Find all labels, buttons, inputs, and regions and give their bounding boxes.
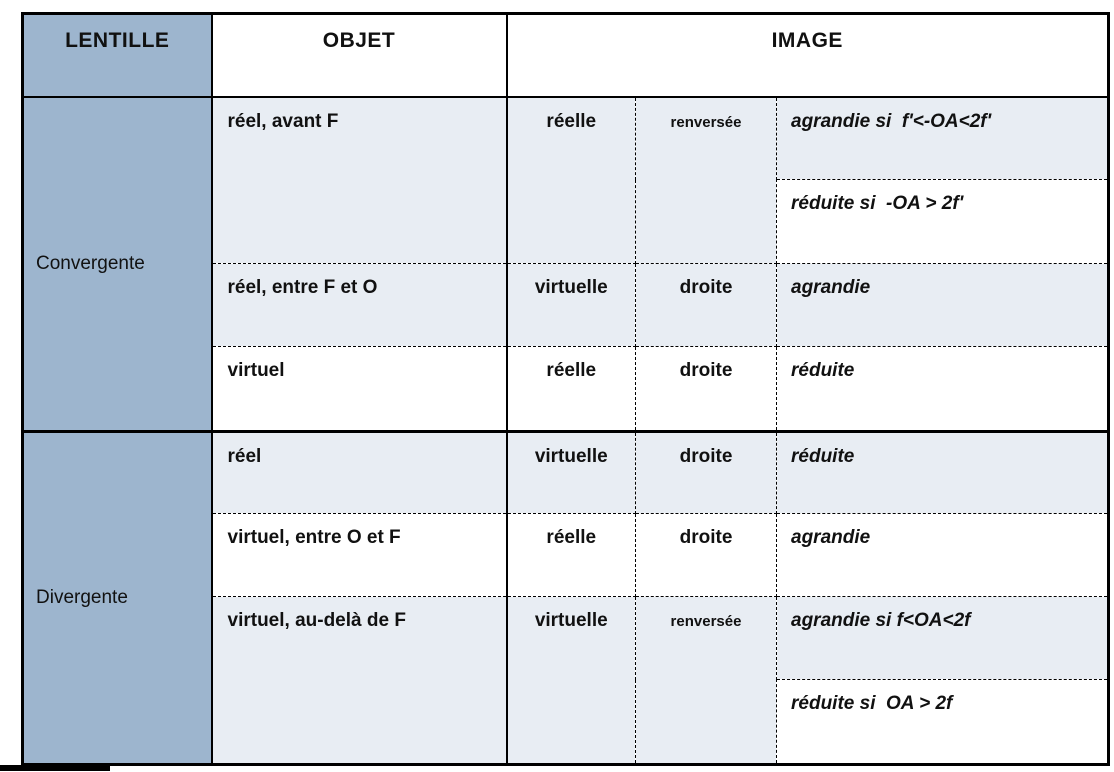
- nature-cell: virtuelle: [507, 597, 636, 765]
- objet-cell: virtuel, entre O et F: [212, 514, 507, 597]
- orientation-cell: droite: [636, 432, 777, 514]
- taille-cell: réduite: [777, 347, 1109, 432]
- lens-convergente-cell: Convergente: [23, 97, 212, 432]
- taille-cell: agrandie si f<OA<2f: [777, 597, 1109, 680]
- objet-cell: réel: [212, 432, 507, 514]
- taille-cell: agrandie si f'<-OA<2f': [777, 97, 1109, 180]
- table-row: [23, 432, 1109, 514]
- lens-divergente-cell: Divergente: [23, 432, 212, 765]
- taille-cell: réduite si OA > 2f: [777, 680, 1109, 765]
- table-row: [23, 97, 1109, 180]
- nature-cell: virtuelle: [507, 264, 636, 347]
- nature-cell: virtuelle: [507, 432, 636, 514]
- optics-summary-table: [21, 12, 1110, 766]
- taille-cell: réduite: [777, 432, 1109, 514]
- cropped-element-edge: [0, 765, 110, 771]
- orientation-cell: renversée: [636, 597, 777, 765]
- nature-cell: réelle: [507, 514, 636, 597]
- header-lentille: LENTILLE: [23, 14, 212, 97]
- orientation-cell: droite: [636, 347, 777, 432]
- taille-cell: agrandie: [777, 514, 1109, 597]
- objet-cell: réel, avant F: [212, 97, 507, 264]
- objet-cell: virtuel: [212, 347, 507, 432]
- nature-cell: réelle: [507, 97, 636, 264]
- orientation-cell: droite: [636, 514, 777, 597]
- header-image: IMAGE: [507, 14, 1109, 97]
- orientation-cell: renversée: [636, 97, 777, 264]
- header-objet: OBJET: [212, 14, 507, 97]
- header-row: [23, 14, 1109, 97]
- objet-cell: réel, entre F et O: [212, 264, 507, 347]
- orientation-cell: droite: [636, 264, 777, 347]
- objet-cell: virtuel, au-delà de F: [212, 597, 507, 765]
- taille-cell: agrandie: [777, 264, 1109, 347]
- taille-cell: réduite si -OA > 2f': [777, 180, 1109, 264]
- nature-cell: réelle: [507, 347, 636, 432]
